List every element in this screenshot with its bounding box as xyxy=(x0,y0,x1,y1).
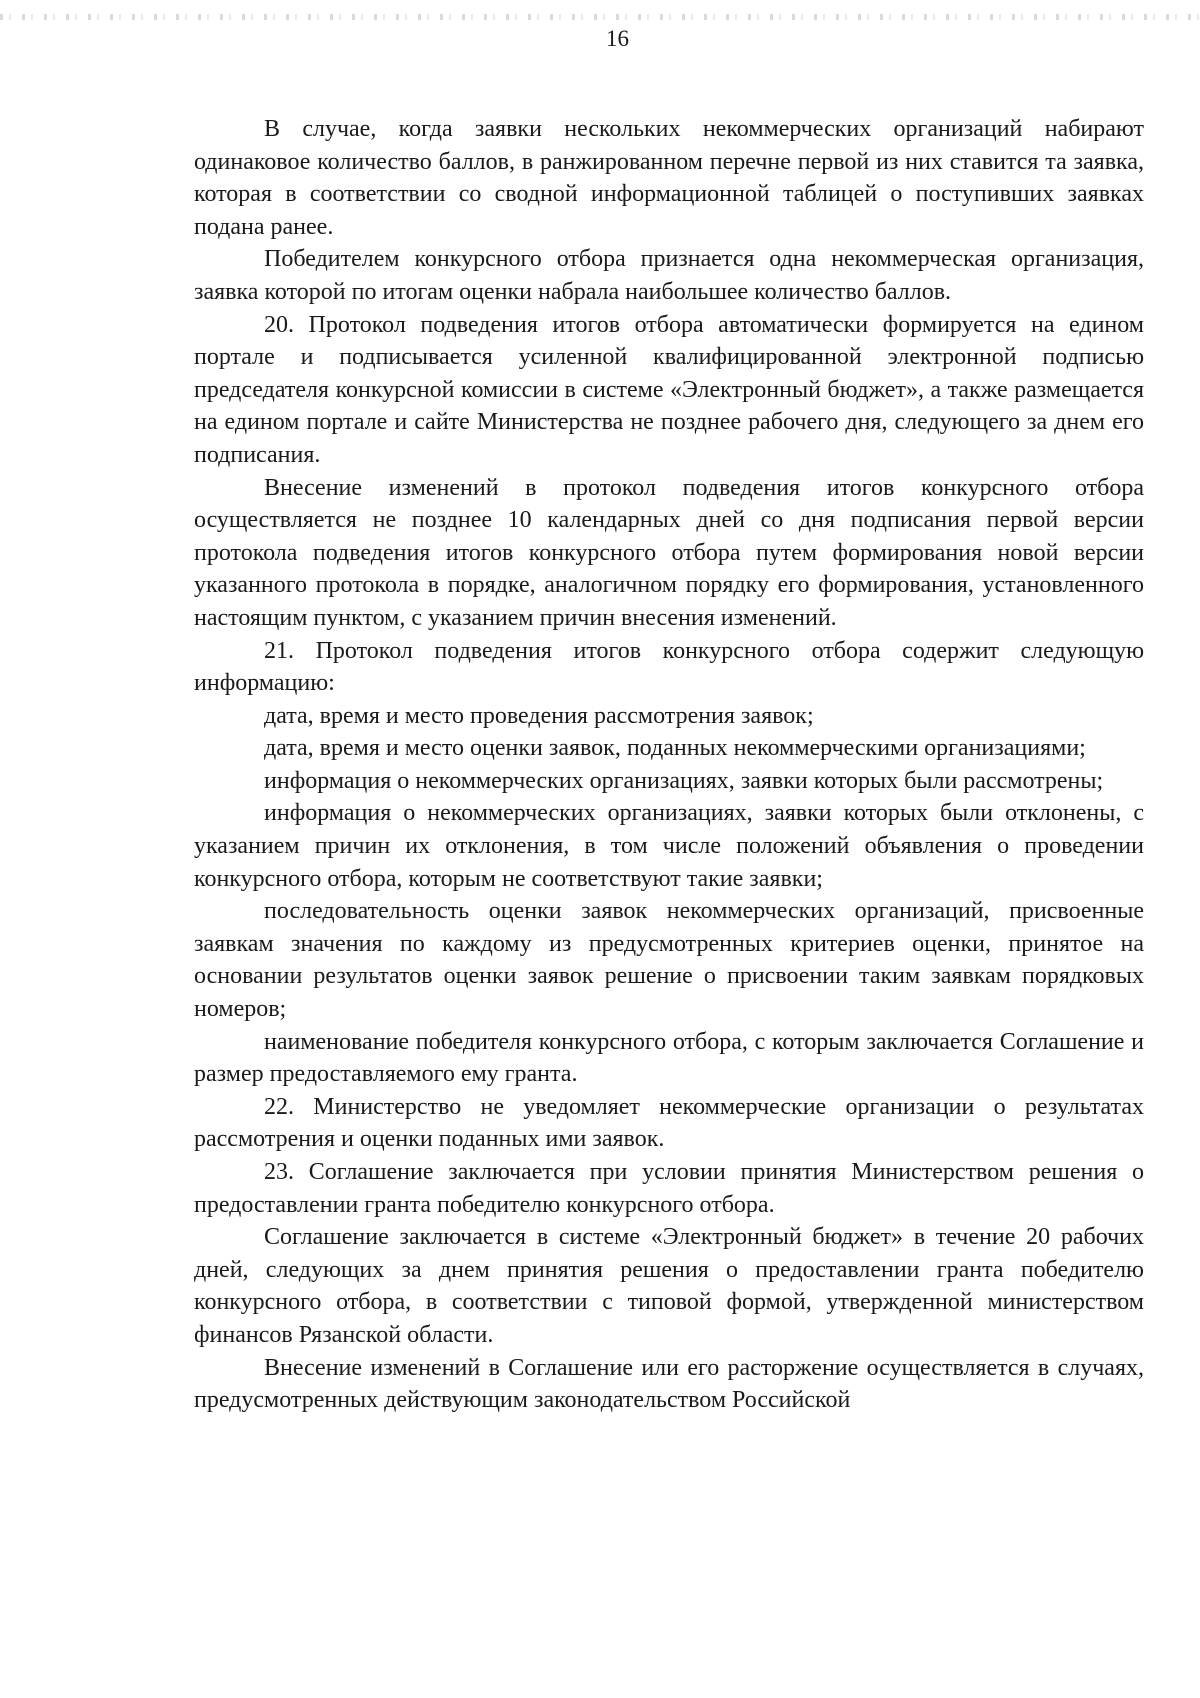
paragraph-protocol-amendments: Внесение изменений в протокол подведения итогов конкурсного отбора осуществляется не позднее 10 календарных дней со дня подписания первой версии протокола подведения итогов конкурсного отбора путем формирования новой версии указанного протокола в порядке, аналогичном порядку его формирования, установленного настоящим пунктом, с указанием причин внесения изменений. xyxy=(194,474,1144,631)
scan-artifact-strip xyxy=(0,14,1200,20)
page-number: 16 xyxy=(606,26,629,51)
paragraph-winner-definition: Победителем конкурсного отбора признается одна некоммерческая организация, заявка которой по итогам оценки набрала наибольшее количество баллов. xyxy=(194,246,1144,305)
list-item-review-date: дата, время и место проведения рассмотрения заявок; xyxy=(264,702,814,729)
paragraph-item-23-agreement: 23. Соглашение заключается при условии принятия Министерством решения о предоставлении гранта победителю конкурсного отбора. xyxy=(194,1159,1144,1218)
paragraph-item-20-protocol: 20. Протокол подведения итогов отбора автоматически формируется на едином портале и подписывается усиленной квалифицированной электронной подписью председателя конкурсной комиссии в системе «Электронный бюджет», а также размещается на едином портале и сайте Министерства не позднее рабочего дня, следующего за днем его подписания. xyxy=(194,311,1144,468)
list-item-rejected-organizations: информация о некоммерческих организациях, заявки которых были отклонены, с указанием причин их отклонения, в том числе положений объявления о проведении конкурсного отбора, которым не соответствуют такие заявки; xyxy=(194,800,1144,892)
list-item-reviewed-organizations: информация о некоммерческих организациях, заявки которых были рассмотрены; xyxy=(264,767,1104,794)
list-item-winner-name: наименование победителя конкурсного отбора, с которым заключается Соглашение и размер предоставляемого ему гранта. xyxy=(194,1028,1144,1088)
document-body xyxy=(194,113,1144,1417)
paragraph-item-21-protocol-contents: 21. Протокол подведения итогов конкурсного отбора содержит следующую информацию: xyxy=(194,637,1144,697)
paragraph-agreement-changes: Внесение изменений в Соглашение или его расторжение осуществляется в случаях, предусмотренных действующим законодательством Российской xyxy=(194,1354,1144,1414)
list-item-evaluation-sequence: последовательность оценки заявок некоммерческих организаций, присвоенные заявкам значения по каждому из предусмотренных критериев оценки, принятое на основании результатов оценки заявок решение о присвоении таким заявкам порядковых номеров; xyxy=(194,898,1144,1023)
paragraph-equal-score-ranking: В случае, когда заявки нескольких некоммерческих организаций набирают одинаковое количество баллов, в ранжированном перечне первой из них ставится та заявка, которая в соответствии со сводной информационной таблицей о поступивших заявках подана ранее. xyxy=(194,116,1144,240)
paragraph-agreement-term: Соглашение заключается в системе «Электронный бюджет» в течение 20 рабочих дней, следующих за днем принятия решения о предоставлении гранта победителю конкурсного отбора, в соответствии с типовой формой, утвержденной министерством финансов Рязанской области. xyxy=(194,1224,1144,1348)
paragraph-item-22-no-notification: 22. Министерство не уведомляет некоммерческие организации о результатах рассмотрения и оценки поданных ими заявок. xyxy=(194,1093,1144,1153)
list-item-evaluation-date: дата, время и место оценки заявок, поданных некоммерческими организациями; xyxy=(264,735,1086,762)
